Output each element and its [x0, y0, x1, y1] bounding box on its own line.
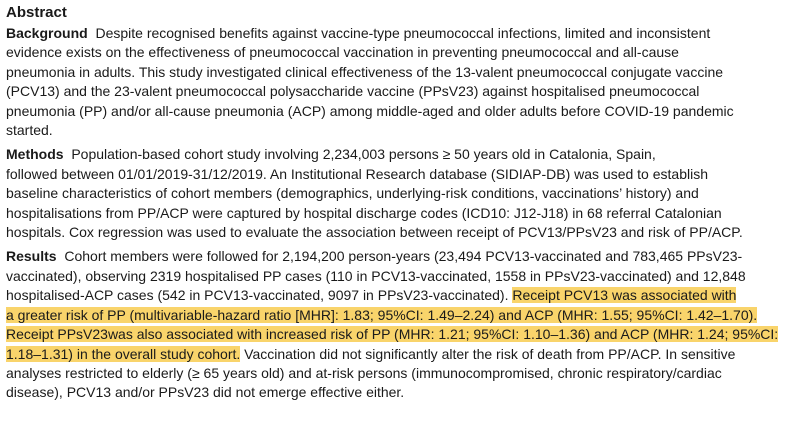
results-line: [6, 345, 794, 364]
methods-line: followed between 01/01/2019-31/12/2019. An Institutional Research database (SIDIAP-DB) was used to establish: [6, 165, 708, 182]
methods-heading: Methods: [6, 146, 64, 163]
background-line: pneumonia (PP) and/or all-cause pneumonia (ACP) among middle-aged and older adults before COVID-19 pandemic: [6, 102, 734, 119]
highlighted-text: a greater risk of PP (multivariable-hazard ratio [MHR]: 1.83; 95%CI: 1.49–2.24) and ACP (MHR: 1.55; 95%CI: 1.42–1.70).: [6, 306, 758, 323]
background-line: evidence exists on the effectiveness of pneumococcal vaccination in preventing pneumococcal and all-cause: [6, 44, 679, 61]
methods-line: hospitalisations from PP/ACP were captured by hospital discharge codes (ICD10: J12-J18) in 68 referral Catalonian: [6, 204, 722, 221]
results-heading: Results: [6, 248, 57, 265]
results-text: Vaccination did not significantly alter the risk of death from PP/ACP. In sensitive: [244, 345, 736, 362]
background-line: started.: [6, 122, 53, 139]
abstract-title: Abstract: [6, 4, 67, 21]
highlighted-text: Receipt PCV13 was associated with: [512, 287, 737, 304]
highlighted-text: Receipt PPsV23was also associated with increased risk of PP (MHR: 1.21; 95%CI: 1.10–1.36) and ACP (MHR: 1.24; 95%CI:: [6, 326, 779, 343]
background-line: pneumonia in adults. This study investigated clinical effectiveness of the 13-valent pneumococcal conjugate vaccine: [6, 63, 724, 80]
methods-paragraph: [6, 145, 794, 242]
results-text: hospitalised-ACP cases (542 in PCV13-vaccinated, 9097 in PPsV23-vaccinated).: [6, 287, 509, 304]
methods-line: [6, 145, 794, 164]
background-line: [6, 24, 794, 43]
background-line: (PCV13) and the 23-valent pneumococcal polysaccharide vaccine (PPsV23) against hospitalised pneumococcal: [6, 83, 700, 100]
results-line: [6, 325, 794, 344]
results-line: disease), PCV13 and/or PPsV23 did not emerge effective either.: [6, 384, 405, 401]
methods-line: hospitals. Cox regression was used to evaluate the association between receipt of PCV13/PPsV23 and risk of PP/ACP.: [6, 224, 743, 241]
background-paragraph: [6, 24, 794, 140]
results-line: [6, 306, 794, 325]
methods-text: Population-based cohort study involving 2,234,003 persons ≥ 50 years old in Catalonia, Spain,: [71, 146, 656, 163]
results-line: [6, 247, 794, 266]
background-heading: Background: [6, 25, 88, 41]
abstract-section: [6, 4, 794, 408]
results-paragraph: [6, 247, 794, 402]
methods-line: baseline characteristics of cohort members (demographics, underlying-risk conditions, vaccinations’ history) and: [6, 185, 699, 202]
results-line: analyses restricted to elderly (≥ 65 years old) and at-risk persons (immunocompromised, chronic respiratory/cardiac: [6, 364, 722, 381]
highlighted-text: 1.18–1.31) in the overall study cohort.: [6, 345, 241, 362]
background-text: Despite recognised benefits against vaccine-type pneumococcal infections, limited and inconsistent: [95, 25, 711, 41]
results-line: vaccinated), observing 2319 hospitalised PP cases (110 in PCV13-vaccinated, 1558 in PPsV23-vaccinated) and 12,848: [6, 267, 746, 284]
results-line: [6, 286, 794, 305]
results-text: Cohort members were followed for 2,194,200 person-years (23,494 PCV13-vaccinated and 783,465 PPsV23-: [64, 248, 743, 265]
